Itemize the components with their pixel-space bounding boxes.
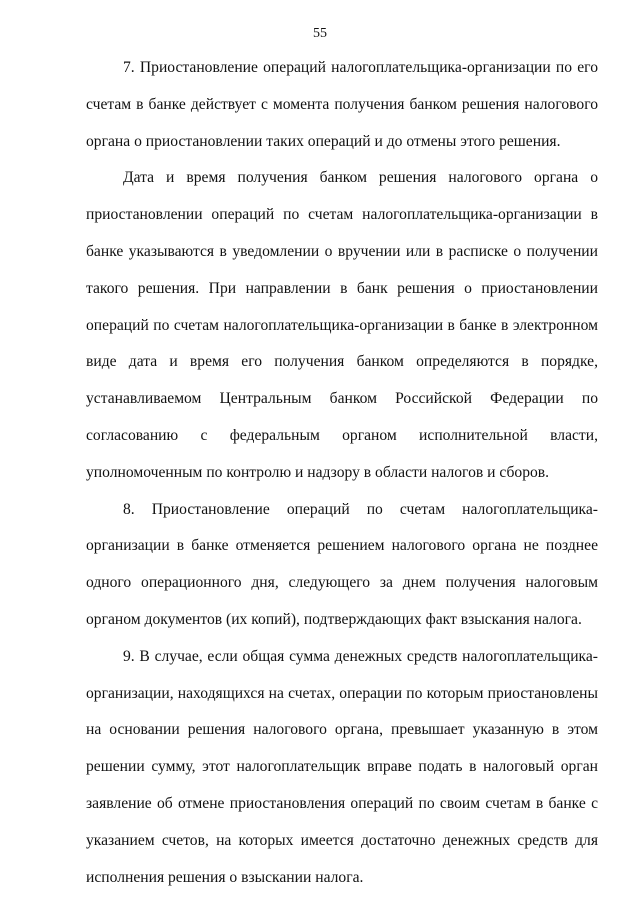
document-body [86, 50, 598, 896]
paragraph-item-8: 8. Приостановление операций по счетам налогоплательщика-организации в банке отменяется решением налогового органа не позднее одного операционного дня, следующего за днем получения налоговым органом документов (их копий), подтверждающих факт взыскания налога. [86, 500, 598, 628]
paragraph-item-7: 7. Приостановление операций налогоплательщика-организации по его счетам в банке действует с момента получения банком решения налогового органа о приостановлении таких операций и до отмены этого решения. [86, 59, 598, 150]
page-number: 55 [313, 26, 327, 41]
paragraph-date-time: Дата и время получения банком решения налогового органа о приостановлении операций по счетам налогоплательщика-организации в банке указываются в уведомлении о вручении или в расписке о получении такого решения. При направлении в банк решения о приостановлении операций по счетам налогоплательщика-организации в банке в электронном виде дата и время его получения банком определяются в порядке, устанавливаемом Центральным банком Российской Федерации по согласованию с федеральным органом исполнительной власти, уполномоченным по контролю и надзору в области налогов и сборов. [86, 169, 598, 481]
paragraph-item-9: 9. В случае, если общая сумма денежных средств налогоплательщика-организации, находящихся на счетах, операции по которым приостановлены на основании решения налогового органа, превышает указанную в этом решении сумму, этот налогоплательщик вправе подать в налоговый орган заявление об отмене приостановления операций по своим счетам в банке с указанием счетов, на которых имеется достаточно денежных средств для исполнения решения о взыскании налога. [86, 647, 598, 886]
